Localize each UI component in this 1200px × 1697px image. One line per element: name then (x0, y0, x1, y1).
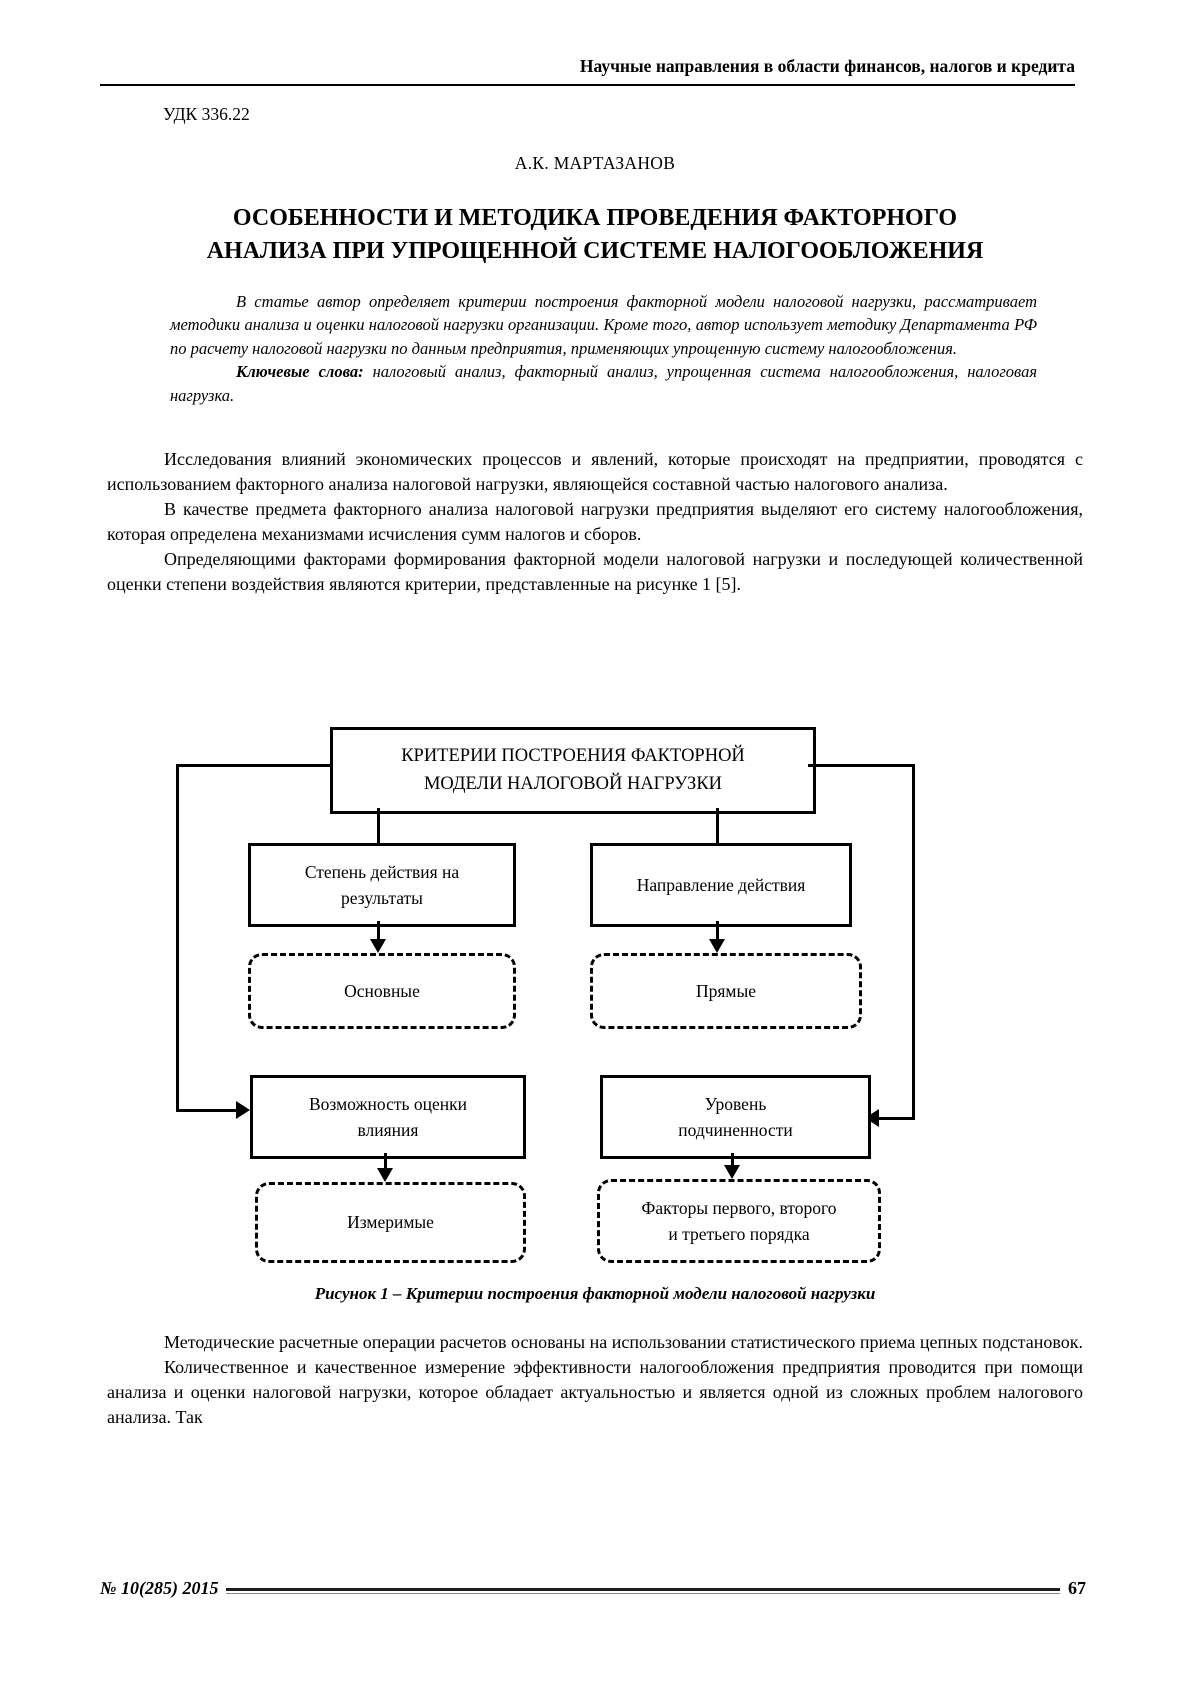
connector-line (377, 808, 380, 843)
diagram-box-degree-of-action-label: Степень действия на результаты (304, 861, 460, 908)
diagram-box-direct-factors (590, 953, 862, 1029)
connector-line (176, 764, 332, 767)
diagram-box-measurable (255, 1182, 526, 1263)
diagram-box-degree-of-action (248, 843, 516, 927)
keywords-line (170, 360, 1037, 407)
diagram-box-assessment-possibility-label: Возможность оценки влияния (308, 1093, 467, 1140)
paragraph: Методические расчетные операции расчетов основаны на использовании статистического приема цепных подстановок. (164, 1332, 1083, 1352)
connector-line (176, 1109, 238, 1112)
page-footer (100, 1578, 1086, 1599)
footer-page-number: 67 (1068, 1578, 1086, 1598)
udc-code: УДК 336.22 (163, 104, 250, 124)
connector-line (716, 921, 719, 941)
paragraph: Определяющими факторами формирования факторной модели налоговой нагрузки и последующей количественной оценки степени воздействия являются критерии, представленные на рисунке 1 [5]. (107, 549, 1083, 595)
diagram-box-direct-factors-label: Прямые (695, 980, 757, 1001)
figure-1-diagram (100, 718, 1020, 1266)
body-text-after-figure (107, 1330, 1083, 1430)
connector-line (912, 764, 915, 1120)
connector-line (716, 808, 719, 843)
abstract-text: В статье автор определяет критерии построения факторной модели налоговой нагрузки, рассматривает методики анализа и оценки налоговой нагрузки организации. Кроме того, автор использует методику Департамента РФ по расчету налоговой нагрузки по данным предприятия, применяющих упрощенную систему налогообложения. (170, 292, 1037, 358)
connector-line (808, 764, 915, 767)
arrowhead-down-icon (709, 939, 725, 953)
diagram-box-subordination-level (600, 1075, 871, 1159)
figure-caption: Рисунок 1 – Критерии построения факторной модели налоговой нагрузки (314, 1284, 876, 1303)
diagram-box-direction-of-action (590, 843, 852, 927)
paragraph: Количественное и качественное измерение эффективности налогообложения предприятия проводится при помощи анализа и оценки налоговой нагрузки, которое обладает актуальностью и является одной из сложных проблем налогового анализа. Так (107, 1357, 1083, 1428)
abstract-block (170, 290, 1037, 407)
article-title: ОСОБЕННОСТИ И МЕТОДИКА ПРОВЕДЕНИЯ ФАКТОРНОГО АНАЛИЗА ПРИ УПРОЩЕННОЙ СИСТЕМЕ НАЛОГООБЛОЖЕНИЯ (206, 205, 984, 265)
diagram-box-root (330, 727, 816, 814)
footer-rule (226, 1588, 1060, 1594)
arrowhead-down-icon (377, 1168, 393, 1182)
author-name: А.К. МАРТАЗАНОВ (514, 153, 676, 173)
keywords-text: налоговый анализ, факторный анализ, упрощенная система налогообложения, налоговая нагрузка. (170, 362, 1037, 405)
paragraph: Исследования влияний экономических процессов и явлений, которые происходят на предприятии, проводятся с использованием факторного анализа налоговой нагрузки, являющейся составной частью налогового анализа. (107, 449, 1083, 495)
connector-line (176, 764, 179, 1112)
diagram-box-subordination-level-label: Уровень подчиненности (678, 1093, 793, 1140)
diagram-box-assessment-possibility (250, 1075, 526, 1159)
diagram-box-main-factors-label: Основные (344, 980, 420, 1001)
running-header: Научные направления в области финансов, налогов и кредита (100, 56, 1075, 86)
connector-line (877, 1117, 915, 1120)
arrowhead-right-icon (236, 1101, 250, 1119)
paragraph: В качестве предмета факторного анализа налоговой нагрузки предприятия выделяют его систему налогообложения, которая определена механизмами исчисления сумм налогов и сборов. (107, 499, 1083, 545)
diagram-box-root-label: КРИТЕРИИ ПОСТРОЕНИЯ ФАКТОРНОЙ МОДЕЛИ НАЛОГОВОЙ НАГРУЗКИ (401, 745, 745, 794)
footer-issue: № 10(285) 2015 (100, 1578, 219, 1598)
body-text-before-figure (107, 447, 1083, 597)
diagram-box-main-factors (248, 953, 516, 1029)
diagram-box-direction-of-action-label: Направление действия (636, 874, 806, 895)
connector-line (377, 921, 380, 941)
diagram-box-factor-orders-label: Факторы первого, второго и третьего порядка (641, 1197, 837, 1244)
arrowhead-down-icon (724, 1165, 740, 1179)
diagram-box-measurable-label: Измеримые (347, 1212, 434, 1233)
arrowhead-down-icon (370, 939, 386, 953)
diagram-box-factor-orders (597, 1179, 881, 1263)
keywords-label: Ключевые слова: (236, 362, 364, 382)
